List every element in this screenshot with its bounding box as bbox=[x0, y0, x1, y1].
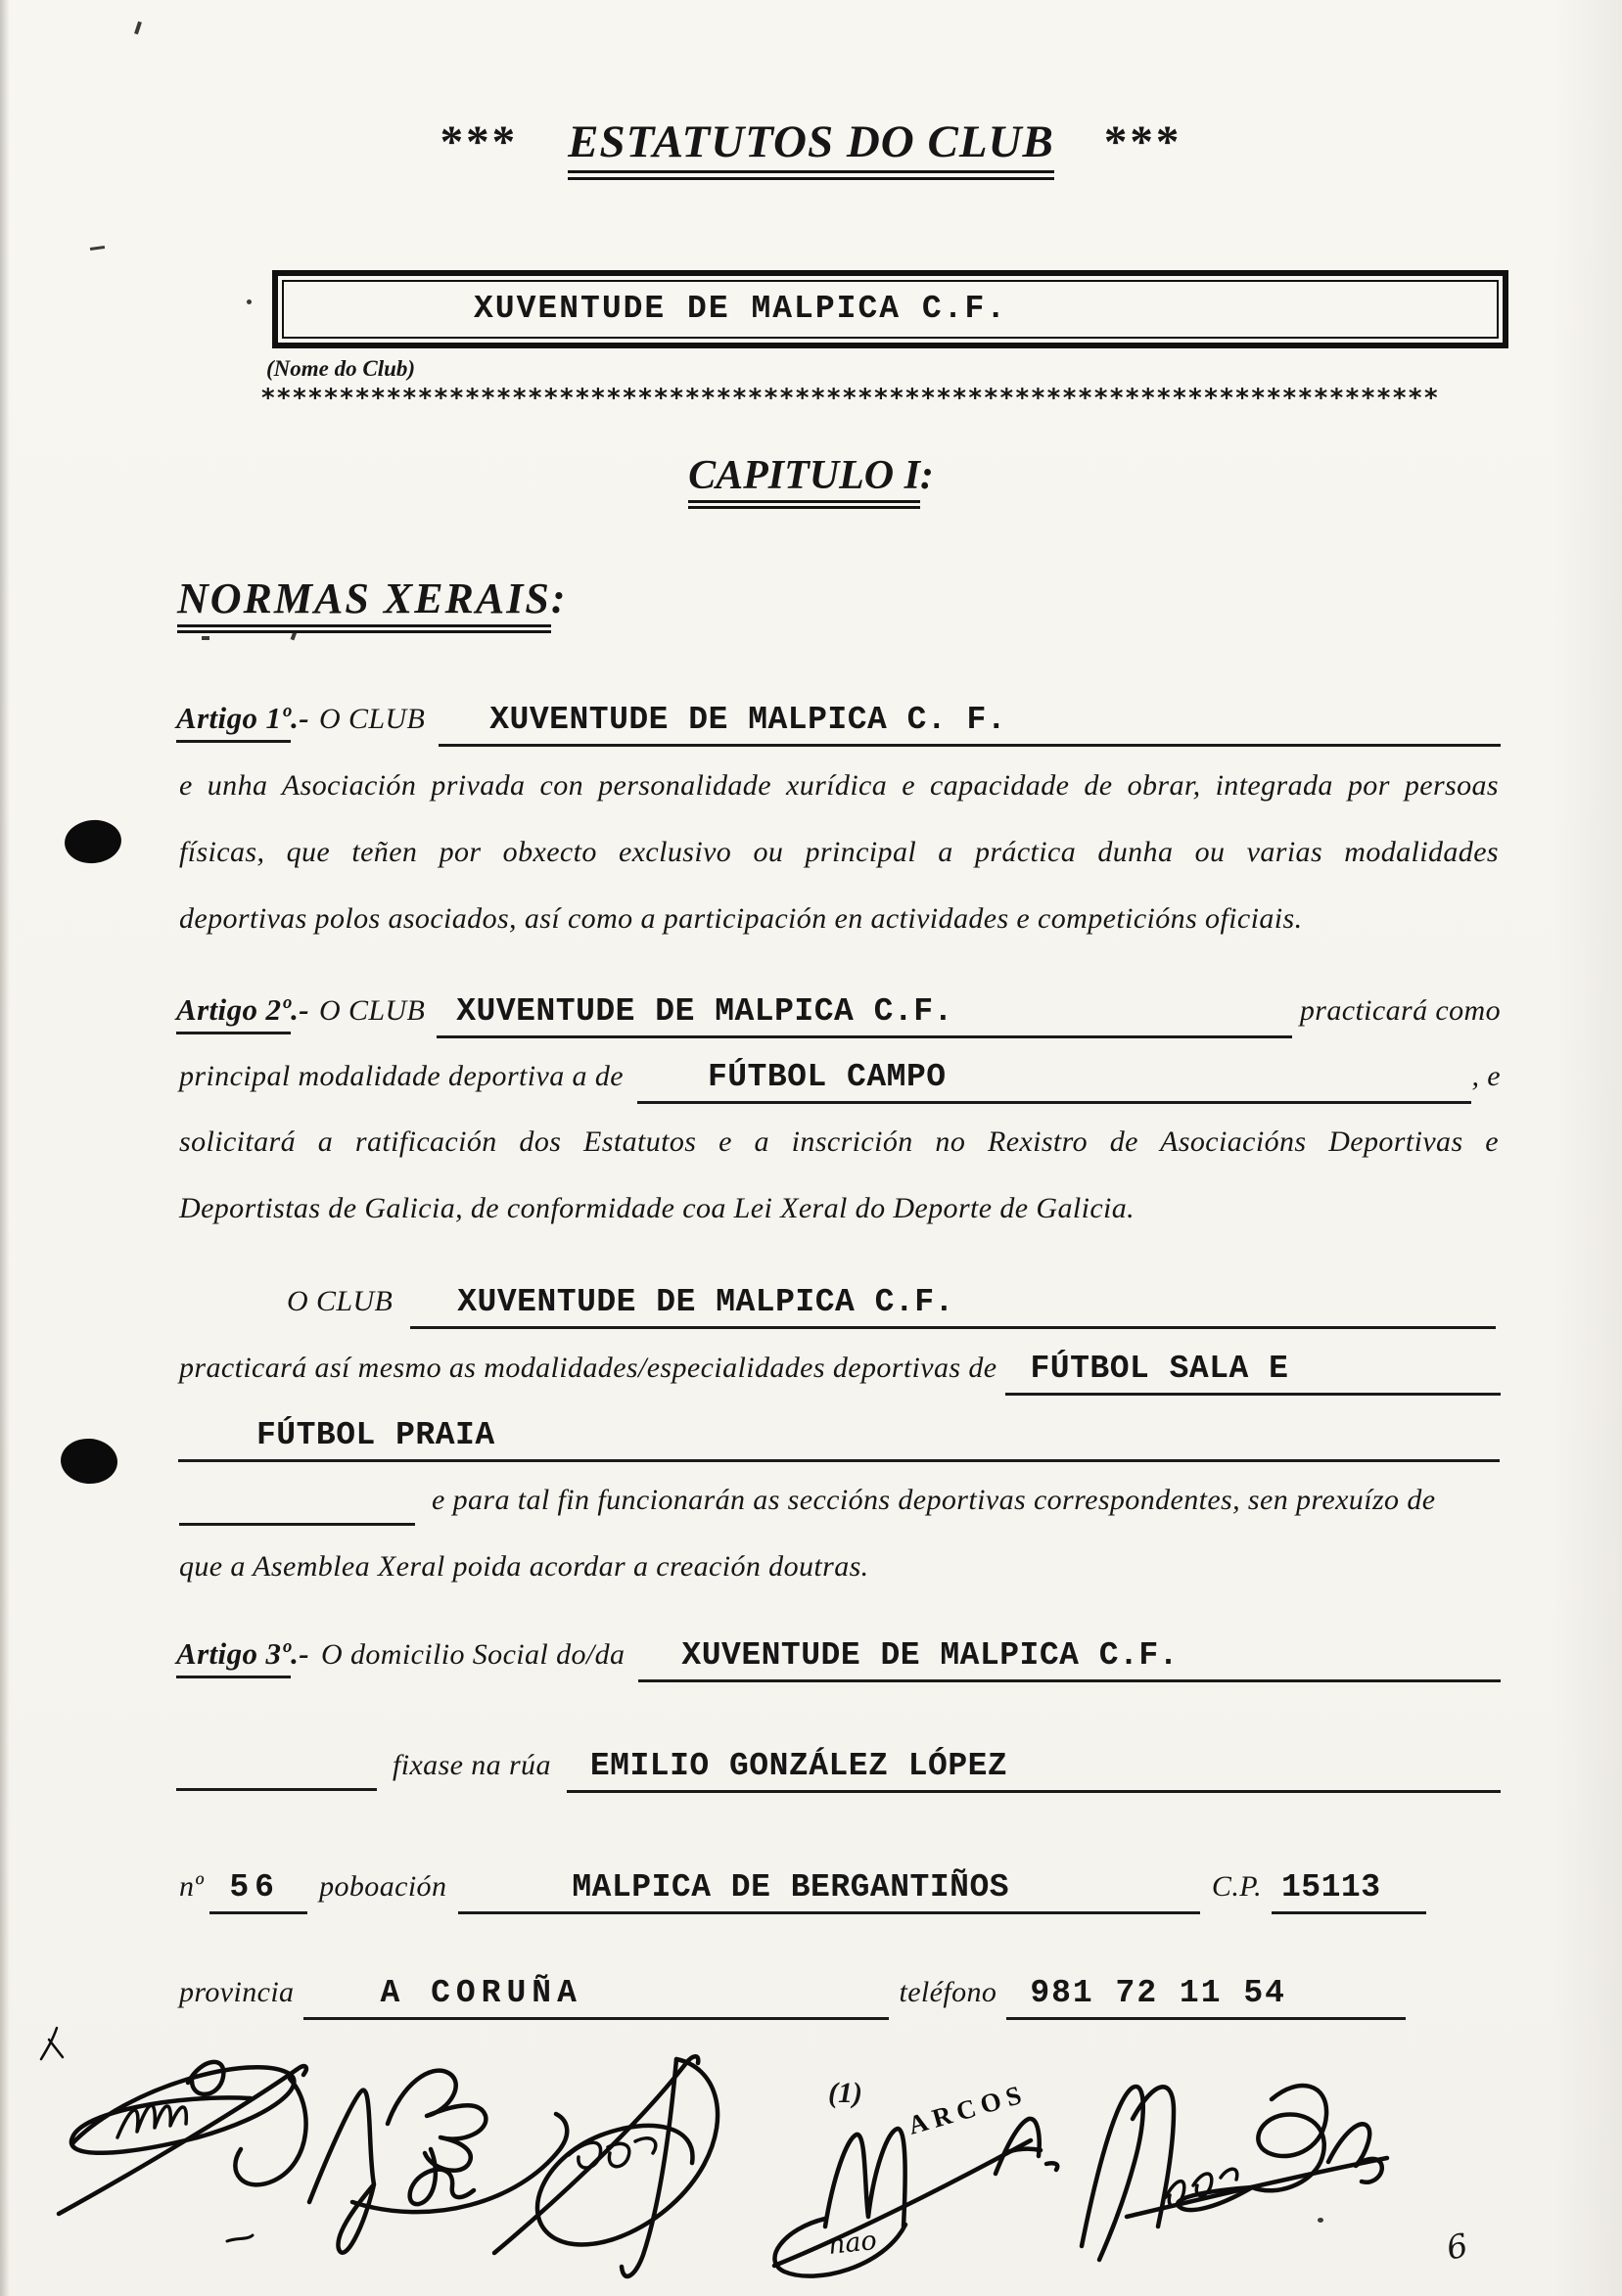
town-blank bbox=[458, 1869, 1200, 1914]
oclub-club-fill: XUVENTUDE DE MALPICA C.F. bbox=[457, 1284, 954, 1320]
artigo2-line1: Artigo 2º .- O CLUB XUVENTUDE DE MALPICA C.F. practicará como bbox=[176, 992, 1501, 1038]
oclub-sport2-fill: FÚTBOL PRAIA bbox=[256, 1417, 495, 1453]
signature-4-note: nao bbox=[826, 2225, 879, 2261]
artigo1-line3: físicas, que teñen por obxecto exclusivo ou principal a práctica dunha ou varias modalidades bbox=[179, 836, 1499, 868]
section-heading: NORMAS XERAIS: bbox=[177, 574, 567, 623]
street-label: fixase na rúa bbox=[393, 1749, 551, 1781]
signature-4-caps: ARCOS bbox=[904, 2078, 1031, 2140]
artigo2-tail: practicará como bbox=[1299, 994, 1501, 1027]
prov-fill: A CORUÑA bbox=[380, 1975, 582, 2011]
page-number: 6 bbox=[1443, 2226, 1471, 2268]
signature-block bbox=[0, 1987, 1622, 2296]
street-blank bbox=[567, 1748, 1501, 1793]
pen-mark bbox=[41, 2028, 63, 2059]
oclub-lead: O CLUB bbox=[287, 1285, 394, 1317]
asterisk-separator: *************************************************************************** bbox=[260, 384, 1439, 413]
scan-mark bbox=[202, 636, 209, 640]
tel-label: teléfono bbox=[899, 1976, 997, 2008]
scan-mark bbox=[134, 22, 142, 35]
artigo2-sport-fill: FÚTBOL CAMPO bbox=[707, 1059, 947, 1095]
cp-label: C.P. bbox=[1211, 1870, 1262, 1903]
oclub-line4: e para tal fin funcionarán as seccións deportivas correspondentes, sen prexuízo de bbox=[179, 1484, 1501, 1526]
oclub-line5: que a Asemblea Xeral poida acordar a creación doutras. bbox=[179, 1550, 869, 1583]
street-fill: EMILIO GONZÁLEZ LÓPEZ bbox=[589, 1748, 1008, 1784]
oclub-line2: practicará así mesmo as modalidades/especialidades deportivas de FÚTBOL SALA E bbox=[179, 1351, 1501, 1396]
signature-5 bbox=[1082, 2086, 1387, 2260]
cp-blank bbox=[1272, 1869, 1426, 1914]
scan-mark bbox=[247, 299, 252, 304]
oclub-line3 bbox=[178, 1417, 1500, 1462]
artigo1-lead: O CLUB bbox=[319, 703, 426, 735]
artigo2-line2: principal modalidade deportiva a de FÚTBOL CAMPO , e bbox=[179, 1059, 1501, 1104]
annotation-number: (1) bbox=[828, 2077, 862, 2109]
scan-mark bbox=[90, 246, 105, 251]
title-stars-right: *** bbox=[1103, 116, 1182, 167]
artigo2-label: Artigo 2º bbox=[176, 992, 291, 1034]
title-text: ESTATUTOS DO CLUB bbox=[568, 116, 1054, 180]
artigo1-line1: Artigo 1º .- O CLUB XUVENTUDE DE MALPICA C. F. bbox=[176, 701, 1501, 747]
tel-fill: 981 72 11 54 bbox=[1030, 1975, 1286, 2011]
artigo3-club-fill: XUVENTUDE DE MALPICA C.F. bbox=[681, 1637, 1179, 1674]
empty-blank bbox=[176, 1749, 377, 1791]
artigo2-line4: Deportistas de Galicia, de conformidade coa Lei Xeral do Deporte de Galicia. bbox=[179, 1192, 1135, 1224]
artigo2-sport-blank bbox=[637, 1059, 1472, 1104]
empty-blank bbox=[179, 1484, 415, 1526]
artigo2-club-blank bbox=[437, 993, 1292, 1038]
num-fill: 56 bbox=[229, 1869, 280, 1906]
club-name-box bbox=[272, 270, 1508, 348]
scan-edge-shadow bbox=[0, 0, 10, 2296]
oclub-sport2-blank bbox=[178, 1417, 1500, 1462]
town-label: poboación bbox=[319, 1870, 447, 1903]
artigo1-club-fill: XUVENTUDE DE MALPICA C. F. bbox=[489, 702, 1007, 738]
oclub-club-blank bbox=[410, 1284, 1496, 1329]
artigo1-label: Artigo 1º bbox=[176, 701, 291, 743]
hole-punch-top bbox=[63, 817, 123, 866]
signature-4 bbox=[774, 2079, 1057, 2276]
oclub-sport1-blank bbox=[1005, 1351, 1502, 1396]
club-name-caption: (Nome do Club) bbox=[266, 356, 416, 381]
signature-1 bbox=[59, 2062, 306, 2241]
document-title bbox=[0, 115, 1622, 168]
hole-punch-bottom bbox=[59, 1437, 118, 1486]
town-fill: MALPICA DE BERGANTIÑOS bbox=[572, 1869, 1010, 1906]
cp-fill: 15113 bbox=[1281, 1869, 1381, 1906]
oclub-sport1-fill: FÚTBOL SALA E bbox=[1030, 1351, 1289, 1387]
artigo2-club-fill: XUVENTUDE DE MALPICA C.F. bbox=[456, 993, 953, 1030]
artigo1-club-blank bbox=[439, 702, 1501, 747]
artigo1-line2: e unha Asociación privada con personalidade xurídica e capacidade de obrar, integrada por persoas bbox=[179, 769, 1499, 802]
artigo3-label: Artigo 3º bbox=[176, 1636, 291, 1678]
artigo3-line1: Artigo 3º .- O domicilio Social do/da XUVENTUDE DE MALPICA C.F. bbox=[176, 1636, 1501, 1682]
club-name: XUVENTUDE DE MALPICA C.F. bbox=[474, 290, 1008, 327]
artigo2-lead: O CLUB bbox=[319, 994, 426, 1027]
artigo3-town-line bbox=[179, 1869, 1426, 1914]
num-label: nº bbox=[179, 1870, 205, 1903]
artigo2-line3: solicitará a ratificación dos Estatutos e a inscrición no Rexistro de Asociacións Deportivas e bbox=[179, 1125, 1499, 1158]
prov-label: provincia bbox=[179, 1976, 295, 2008]
artigo3-street-line bbox=[176, 1748, 1501, 1793]
chapter-heading: CAPITULO I: bbox=[0, 452, 1622, 499]
title-stars-left: *** bbox=[440, 116, 519, 167]
artigo3-lead: O domicilio Social do/da bbox=[321, 1638, 626, 1671]
scan-edge-shade bbox=[1553, 0, 1622, 2296]
artigo3-club-blank bbox=[638, 1637, 1501, 1682]
num-blank bbox=[209, 1869, 307, 1914]
signature-3 bbox=[494, 2056, 718, 2276]
artigo1-line4: deportivas polos asociados, así como a participación en actividades e competicións oficiais. bbox=[179, 902, 1303, 935]
oclub-line1 bbox=[287, 1284, 1496, 1329]
